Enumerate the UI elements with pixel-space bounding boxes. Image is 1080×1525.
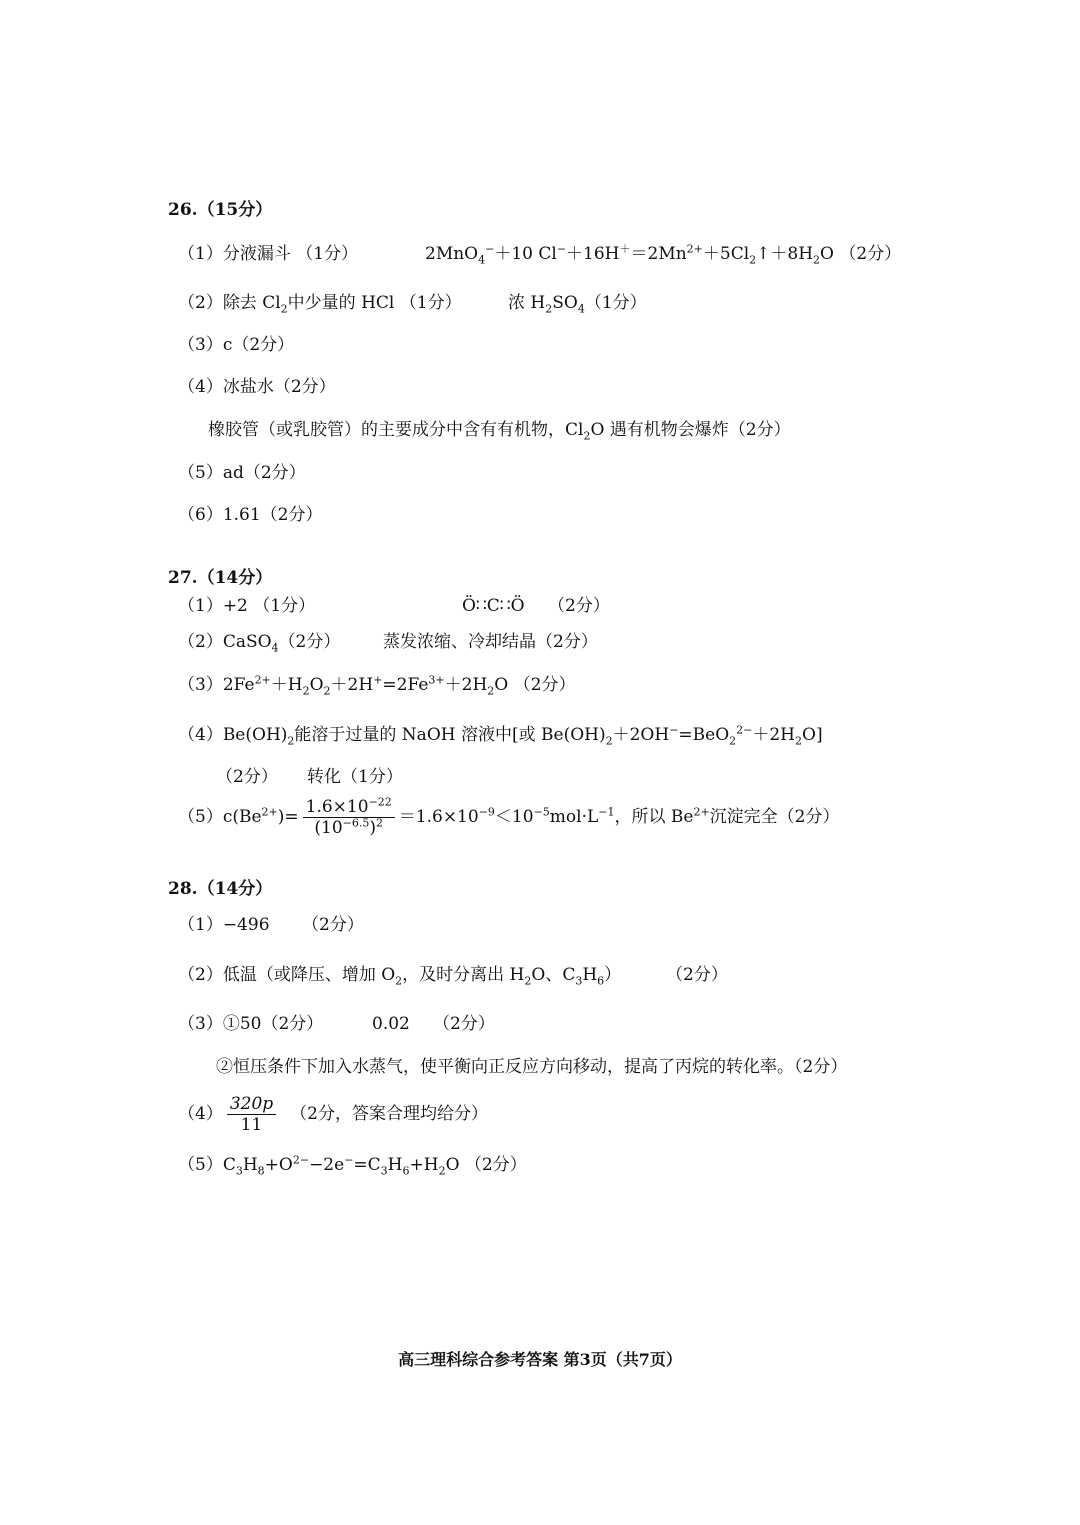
q26-answer-3: （3）c（2分） bbox=[178, 335, 295, 355]
eq-sub: 2 bbox=[524, 974, 532, 988]
eq-part: ＋10 Cl bbox=[494, 244, 557, 264]
eq-part: ＜10 bbox=[494, 807, 534, 827]
q26-answer-1 bbox=[178, 243, 358, 265]
eq-sup: 2− bbox=[736, 723, 753, 737]
eq-sub: 2 bbox=[280, 302, 288, 316]
q28-answer-5 bbox=[178, 1154, 527, 1176]
eq-sub: 2 bbox=[302, 684, 310, 698]
eq-part: −2e bbox=[309, 1155, 345, 1175]
eq-sub: 4 bbox=[478, 253, 486, 267]
fraction-denominator: 11 bbox=[240, 1115, 263, 1135]
eq-part: （4）Be(OH) bbox=[178, 725, 288, 745]
eq-sub: 6 bbox=[597, 974, 605, 988]
eq-part: ＋2OH bbox=[612, 725, 670, 745]
eq-part: ＋2H bbox=[330, 675, 374, 695]
eq-part: ＋2H bbox=[752, 725, 796, 745]
eq-part: O （2分） bbox=[820, 244, 902, 264]
text-part: （4） bbox=[178, 1104, 223, 1124]
eq-sup: 2− bbox=[292, 1153, 310, 1167]
q26-answer-2 bbox=[178, 292, 462, 314]
fraction bbox=[303, 797, 395, 838]
eq-sup: −22 bbox=[368, 795, 392, 809]
eq-part: 沉淀完全（2分） bbox=[709, 807, 840, 827]
fraction-denominator bbox=[303, 818, 395, 838]
eq-sub: 2 bbox=[545, 302, 553, 316]
q26-title: 26.（15分） bbox=[168, 200, 273, 220]
q28-answer-2 bbox=[178, 964, 621, 986]
eq-part: +O bbox=[264, 1155, 293, 1175]
eq-sub: 3 bbox=[575, 974, 583, 988]
q28-answer-3b: 0.02 bbox=[372, 1014, 410, 1034]
eq-sub: 3 bbox=[235, 1164, 243, 1178]
text-part: ，及时分离出 H bbox=[402, 965, 525, 985]
eq-part: H bbox=[242, 1155, 258, 1175]
eq-part: +H bbox=[409, 1155, 439, 1175]
eq-part: ＋2H bbox=[444, 675, 488, 695]
eq-sup: 2+ bbox=[254, 673, 271, 687]
eq-sub: 2 bbox=[438, 1164, 446, 1178]
q28-answer-4 bbox=[178, 1092, 488, 1136]
eq-part: )= bbox=[277, 807, 299, 827]
q27-answer-4b: （2分） bbox=[216, 767, 278, 787]
q26-answer-4: （4）冰盐水（2分） bbox=[178, 377, 336, 397]
eq-sup: − bbox=[485, 242, 495, 256]
text-part: （1分） bbox=[584, 293, 647, 313]
eq-sub: 2 bbox=[395, 974, 403, 988]
eq-sup: −5 bbox=[533, 805, 550, 819]
q27-answer-1c: （2分） bbox=[548, 596, 610, 616]
text-part: （2分，答案合理均给分） bbox=[290, 1104, 488, 1124]
q27-answer-2b: 蒸发浓缩、冷却结晶（2分） bbox=[383, 632, 598, 652]
q27-answer-3 bbox=[178, 674, 575, 696]
q28-answer-3d: ②恒压条件下加入水蒸气，使平衡向正反应方向移动，提高了丙烷的转化率。（2分） bbox=[216, 1057, 848, 1077]
eq-sup: − bbox=[556, 242, 567, 256]
eq-sub: 2 bbox=[287, 734, 295, 748]
eq-sub: 2 bbox=[487, 684, 495, 698]
eq-part: ＋H bbox=[270, 675, 303, 695]
q26-a1-text: （1）分液漏斗 （1分） bbox=[178, 244, 359, 264]
text-part: （2）低温（或降压、增加 O bbox=[178, 965, 396, 985]
fraction bbox=[227, 1094, 276, 1135]
text-part: SO bbox=[552, 293, 578, 313]
eq-sub: 2 bbox=[813, 253, 821, 267]
eq-sub: 2 bbox=[605, 734, 613, 748]
eq-sub: 2 bbox=[729, 734, 737, 748]
q28-answer-1b: （2分） bbox=[302, 915, 364, 935]
eq-sub: 3 bbox=[380, 1164, 388, 1178]
q26-answer-5: （5）ad（2分） bbox=[178, 463, 306, 483]
eq-part: ＝2Mn bbox=[630, 244, 687, 264]
fraction-numerator: 320p bbox=[227, 1094, 276, 1115]
eq-sup: 2 bbox=[376, 816, 384, 830]
eq-sup: 2+ bbox=[261, 805, 278, 819]
eq-sup: + bbox=[373, 673, 383, 687]
eq-sub: 4 bbox=[271, 641, 279, 655]
q26-answer-6: （6）1.61（2分） bbox=[178, 505, 323, 525]
eq-part: 能溶于过量的 NaOH 溶液中[或 Be(OH) bbox=[294, 725, 606, 745]
q27-answer-4c: 转化（1分） bbox=[307, 767, 403, 787]
text-part: （2）CaSO bbox=[178, 632, 272, 652]
q27-title: 27.（14分） bbox=[168, 568, 273, 588]
eq-sup: 2+ bbox=[686, 242, 703, 256]
eq-sup: −1 bbox=[598, 805, 615, 819]
text-part: 橡胶管（或乳胶管）的主要成分中含有有机物，Cl bbox=[208, 420, 584, 440]
text-part: （2分） bbox=[278, 632, 341, 652]
text-part: O、C bbox=[531, 965, 576, 985]
text-part: O 遇有机物会爆炸（2分） bbox=[590, 420, 791, 440]
q26-answer-4b bbox=[208, 419, 791, 441]
q27-answer-1b: Ö∷C∷Ö bbox=[462, 596, 525, 616]
eq-part: 1.6×10 bbox=[305, 797, 369, 817]
text-part: （2）除去 Cl bbox=[178, 293, 281, 313]
eq-sup: 3+ bbox=[428, 673, 445, 687]
q26-answer-2b bbox=[508, 292, 647, 314]
eq-part: ↑＋8H bbox=[756, 244, 814, 264]
fraction-numerator bbox=[303, 797, 395, 818]
eq-part: H bbox=[387, 1155, 403, 1175]
eq-part: (10 bbox=[314, 818, 343, 838]
eq-sup: − bbox=[344, 1153, 354, 1167]
text-part: ） bbox=[604, 965, 622, 985]
eq-part: （5）C bbox=[178, 1155, 236, 1175]
eq-part: 2MnO bbox=[425, 244, 479, 264]
eq-part: O （2分） bbox=[494, 675, 576, 695]
q27-answer-1: （1）+2 （1分） bbox=[178, 596, 316, 616]
eq-part: ＋5Cl bbox=[702, 244, 750, 264]
eq-part: =BeO bbox=[678, 725, 730, 745]
eq-sub: 8 bbox=[257, 1164, 265, 1178]
eq-part: O （2分） bbox=[445, 1155, 527, 1175]
eq-part: mol·L bbox=[549, 807, 599, 827]
eq-sub: 6 bbox=[402, 1164, 410, 1178]
eq-sup: 2+ bbox=[693, 805, 710, 819]
eq-part: （3）2Fe bbox=[178, 675, 255, 695]
eq-part: ＝1.6×10 bbox=[398, 807, 479, 827]
eq-part: ，所以 Be bbox=[614, 807, 694, 827]
eq-sup: −6.5 bbox=[342, 816, 370, 830]
eq-sub: 4 bbox=[577, 302, 585, 316]
q28-answer-2b: （2分） bbox=[666, 965, 728, 985]
eq-sub: 2 bbox=[795, 734, 803, 748]
eq-part: ) bbox=[369, 818, 377, 838]
eq-part: O bbox=[309, 675, 324, 695]
q28-title: 28.（14分） bbox=[168, 879, 273, 899]
q27-answer-5 bbox=[178, 797, 840, 838]
q28-answer-1: （1）−496 bbox=[178, 915, 270, 935]
eq-sub: 2 bbox=[583, 429, 591, 443]
eq-part: ＋16H bbox=[566, 244, 620, 264]
text-part: 浓 H bbox=[508, 293, 546, 313]
eq-part: =C bbox=[353, 1155, 381, 1175]
q27-answer-4 bbox=[178, 724, 823, 746]
eq-sup: ＋ bbox=[619, 242, 631, 256]
eq-sup: − bbox=[669, 723, 679, 737]
eq-part: （5）c(Be bbox=[178, 807, 262, 827]
q27-answer-2 bbox=[178, 631, 340, 653]
eq-sub: 2 bbox=[749, 253, 757, 267]
eq-sub: 2 bbox=[323, 684, 331, 698]
text-part: 中少量的 HCl （1分） bbox=[287, 293, 462, 313]
q26-answer-1-equation bbox=[425, 243, 901, 265]
page-footer: 高三理科综合参考答案 第3页（共7页） bbox=[398, 1350, 682, 1369]
eq-part: O] bbox=[802, 725, 823, 745]
text-part: H bbox=[582, 965, 598, 985]
q28-answer-3: （3）①50（2分） bbox=[178, 1014, 324, 1034]
eq-part: =2Fe bbox=[382, 675, 429, 695]
q28-answer-3c: （2分） bbox=[433, 1014, 495, 1034]
eq-sup: −9 bbox=[478, 805, 495, 819]
